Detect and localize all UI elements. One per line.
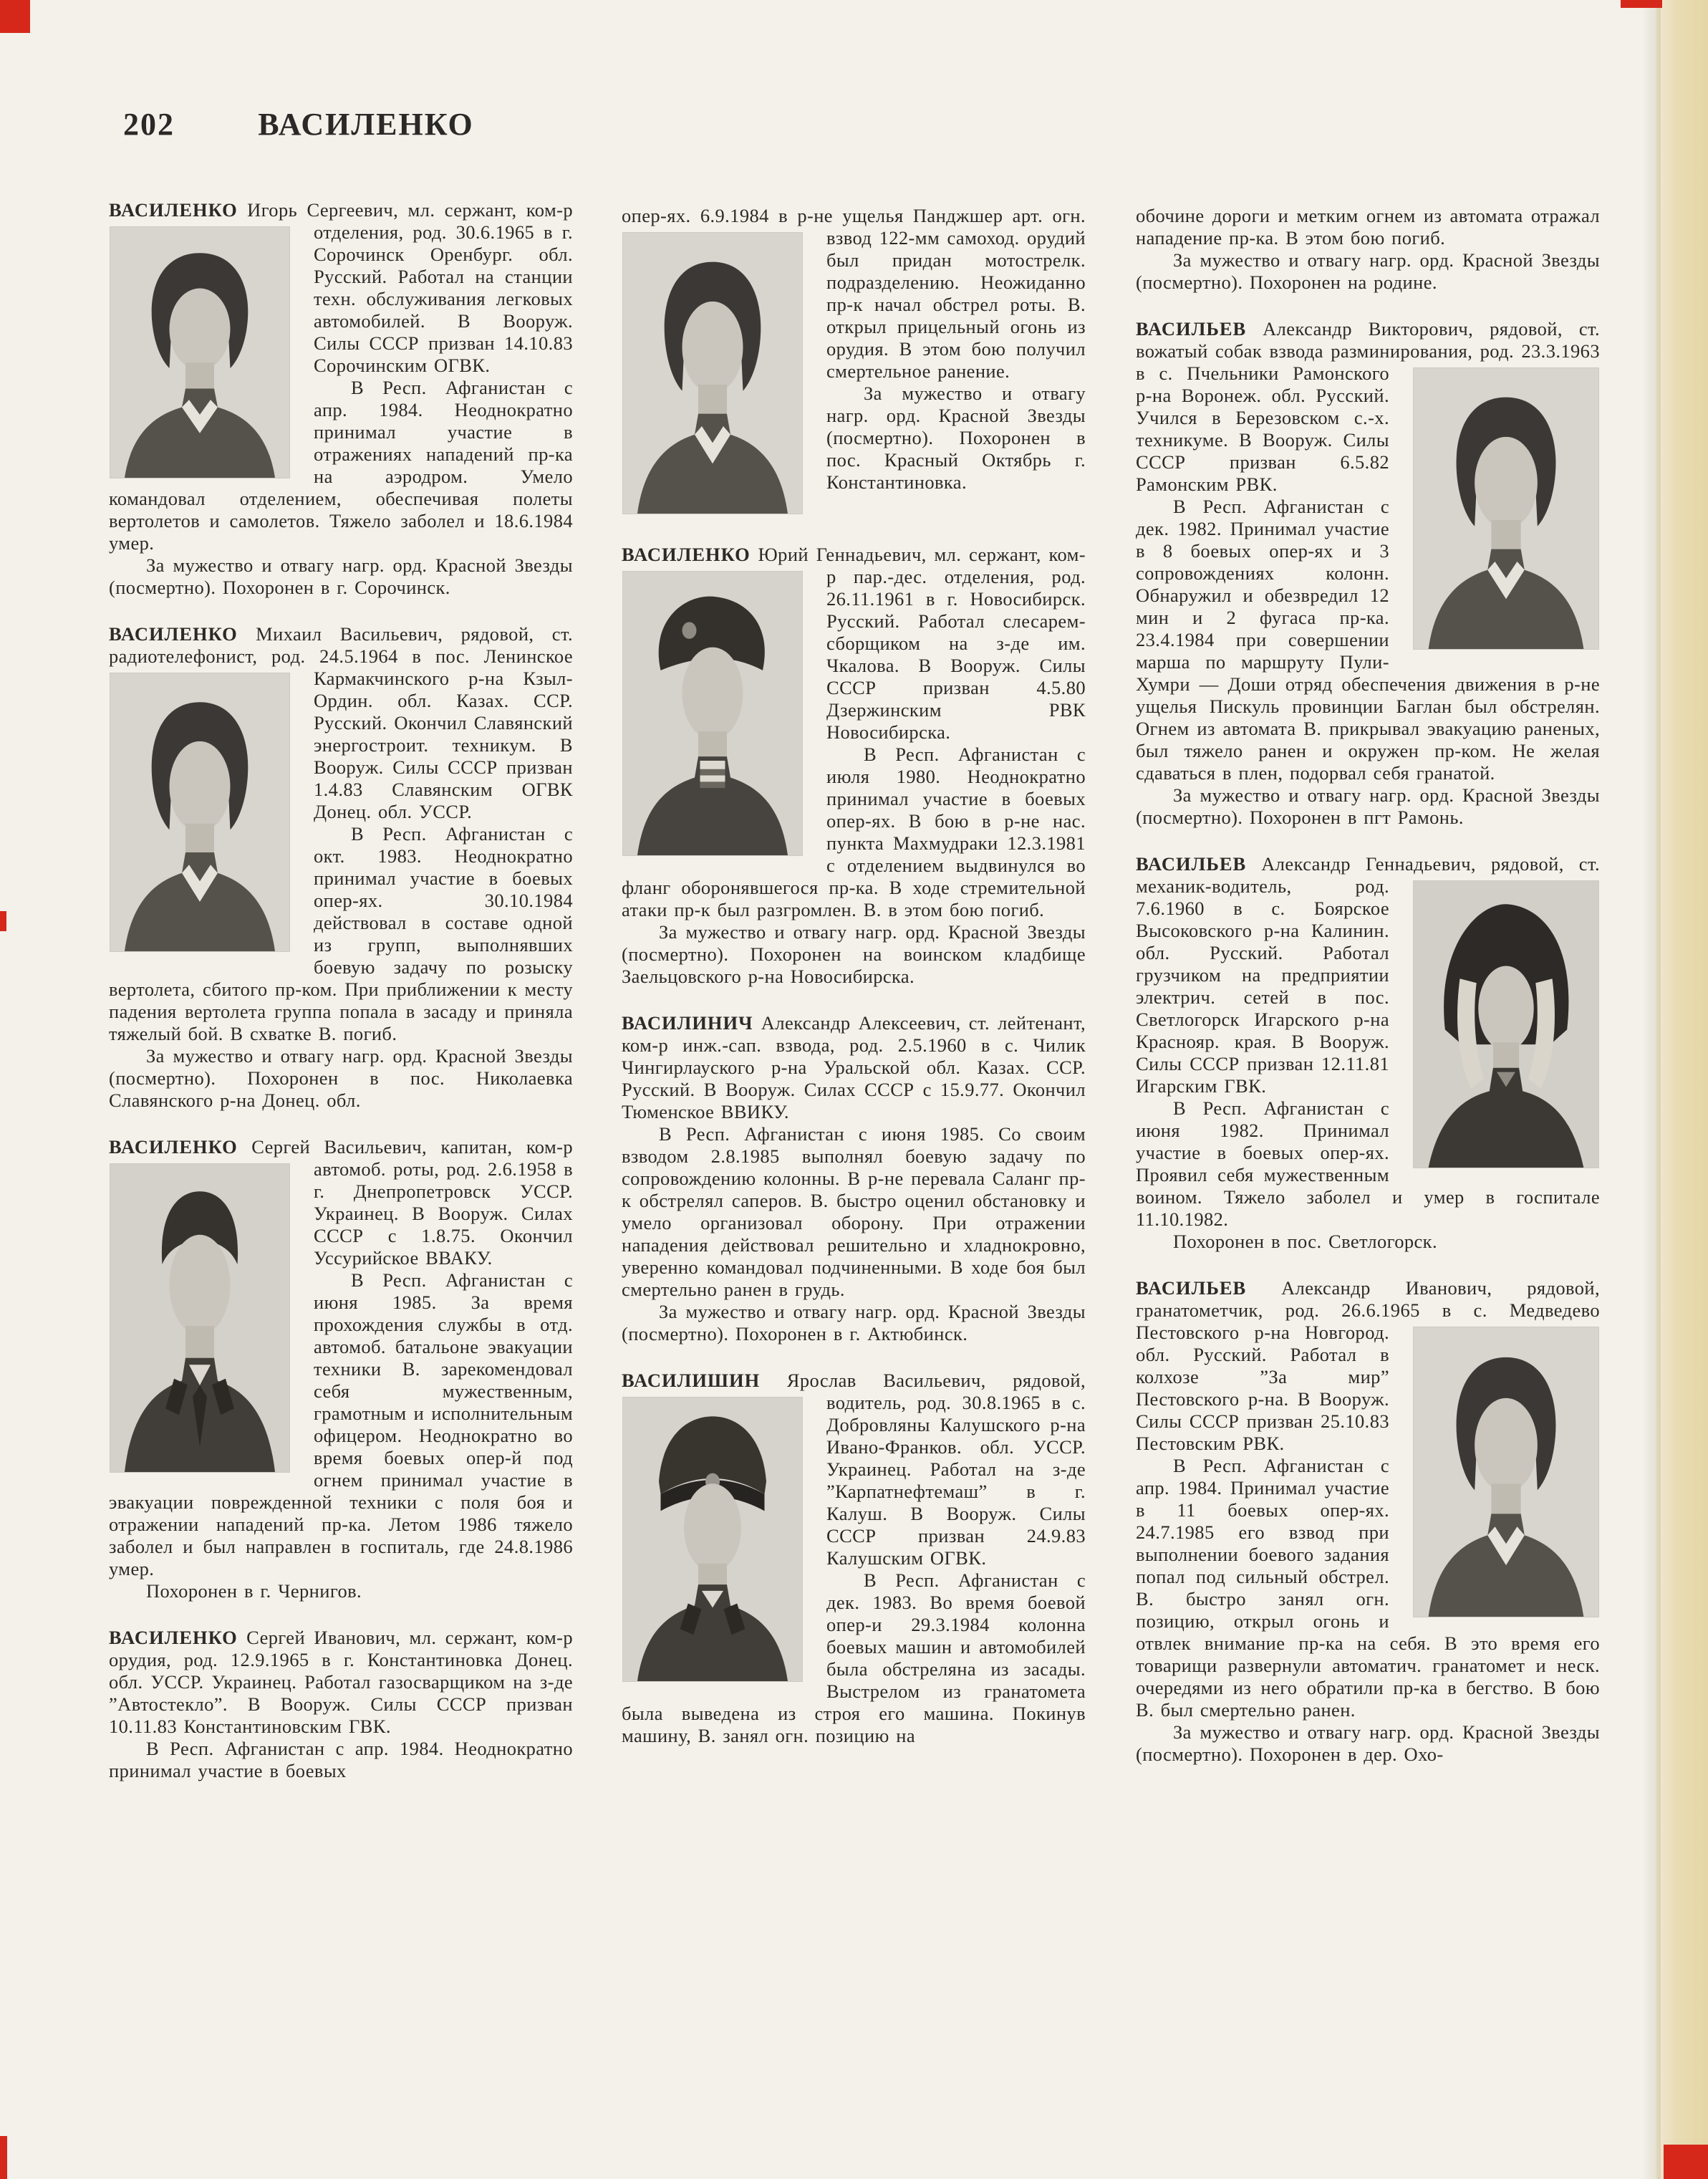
entry-first-paragraph: [109, 1627, 573, 1738]
entry-first-paragraph: [1136, 1277, 1600, 1455]
entry-lead-text: опер-ях. 6.9.1984 в р-не ущелья Панджшер арт. огн. взвод 122-мм самоход.: [622, 205, 1086, 249]
entry-paragraph: За мужество и отвагу нагр. орд. Красной Звезды (посмертно). Похоронен в пос. Красный Октябрь г. Константиновка.: [826, 383, 1086, 493]
entry-surname: ВАСИЛИШИН: [622, 1370, 761, 1391]
entry-paragraph: В Респ. Афганистан с окт. 1983. Неоднократно принимал участие в боевых опер-ях. 30.10.1984 действовал в составе одной из групп, выполнявших боевую задачу по розыску вертолета, сбитого пр-ком. При приближении к месту падения вертолета группа попала в засаду и приняла тяжелый бой. В схватке В. погиб.: [109, 823, 573, 1044]
entry-first-paragraph: [1136, 853, 1600, 1097]
portrait-photo: [623, 572, 802, 855]
entry-vasilishin-yaroslav: [622, 1370, 1086, 1747]
entry-surname: ВАСИЛЬЕВ: [1136, 1277, 1247, 1299]
book-page-edge: [1656, 0, 1708, 2179]
entry-lead-text: Юрий Геннадьевич, мл. сержант, ком-р пар.-дес. отделения, род.: [758, 544, 1086, 587]
entry-paragraph: В Респ. Афганистан с дек. 1982. Принимал участие в 8 боевых опер-ях и 3 сопровождениях колонн. Обнаружил и обезвредил 12 мин и 2 фугаса пр-ка. 23.4.1984 при совершении марша по маршруту Пули-Хумри — Доши отряд обеспечения движения в р-не ущелья Пискуль провинции Баглан был обстрелян. Огнем из автомата В. прикрывал эвакуацию раненых, был тяжело ранен и окружен пр-ком. Не желая сдаваться в плен, подорвал себя гранатой.: [1136, 496, 1600, 784]
entry-vasilenko-mikhail: [109, 623, 573, 1112]
entry-body-text: пос. Ленинское Кармакчинского р-на Кзыл-Ордин. обл. Казах. ССР. Русский. Окончил Славянский энергостроит. техникум. В Вооруж. Силы СССР призван 1.4.83 Славянским ОГВК Донец. обл. УССР.: [314, 645, 574, 822]
portrait-photo: [623, 233, 802, 514]
entry-surname: ВАСИЛЕНКО: [109, 1136, 238, 1158]
entry-paragraph: За мужество и отвагу нагр. орд. Красной Звезды (посмертно). Похоронен в дер. Охо-: [1136, 1721, 1600, 1765]
entry-first-paragraph: обочине дороги и метким огнем из автомата отражал нападение пр-ка. В этом бою погиб.: [1136, 205, 1600, 249]
column-1: [109, 199, 573, 1807]
entry-surname: ВАСИЛЬЕВ: [1136, 318, 1247, 340]
entry-lead-text: Сергей Иванович, мл. сержант, ком-р орудия, род. 12.9.1965 в г. Константиновка Донец. обл. УССР. Украинец. Работал газосварщиком на з-де ”Автостекло”. В Вооруж. Силы СССР призван 10.11.83 Константиновским ГВК.: [109, 1627, 573, 1737]
entry-paragraph: Похоронен в пос. Светлогорск.: [1173, 1231, 1437, 1252]
entry-paragraph: За мужество и отвагу нагр. орд. Красной Звезды (посмертно). Похоронен на родине.: [1136, 249, 1600, 293]
entry-vasilinich-alexander: [622, 1012, 1086, 1345]
entry-lead-text: Александр Викторович, рядовой, ст. вожатый собак взвода разминирования,: [1136, 318, 1600, 362]
red-edge-mark: [0, 911, 6, 931]
entry-surname: ВАСИЛЕНКО: [109, 623, 238, 645]
entry-surname: ВАСИЛЕНКО: [109, 1627, 238, 1648]
red-corner-mark: [1664, 2145, 1708, 2179]
entry-body-text: Сорочинск Оренбург. обл. Русский. Работал на станции техн. обслуживания легковых автомобилей. В Вооруж. Силы СССР призван 14.10.83 Сорочинским ОГВК.: [314, 244, 573, 376]
entry-paragraph: В Респ. Афганистан с дек. 1983. Во время боевой опер-и 29.3.1984 колонна боевых машин и автомобилей была обстреляна из засады. Выстрелом из гранатомета была выведена из строя его машина. Покинув машину, В. занял огн. позицию на: [622, 1569, 1086, 1746]
entry-lead-text: Игорь Сергеевич, мл. сержант, ком-р отделения, род. 30.6.1965 в г.: [247, 199, 573, 243]
entry-lead-text: Ярослав Васильевич, рядовой, водитель, род. 30.8.1965 в с.: [786, 1370, 1086, 1413]
portrait-photo: [110, 673, 289, 951]
entry-surname: ВАСИЛЕНКО: [622, 544, 751, 565]
entry-paragraph: За мужество и отвагу нагр. орд. Красной Звезды (посмертно). Похоронен в г. Сорочинск.: [109, 554, 573, 598]
entry-surname: ВАСИЛИНИЧ: [622, 1012, 753, 1034]
portrait-photo: [623, 1398, 802, 1681]
entry-first-paragraph: [622, 1370, 1086, 1569]
page-number: 202: [123, 107, 175, 142]
entry-vasilyev-alexander-ivanovich: [1136, 1277, 1600, 1766]
entry-paragraph: За мужество и отвагу нагр. орд. Красной Звезды (посмертно). Похоронен в г. Актюбинск.: [622, 1301, 1086, 1345]
column-2: [622, 205, 1086, 1771]
entry-body-text: 7.6.1960 в с. Боярское Высоковского р-на Калинин. обл. Русский. Работал грузчиком на предприятии электрич. сетей в пос. Светлогорск Игарского р-на Краснояр. края. В Вооруж. Силы СССР призван 12.11.81 Игарским ГВК.: [1136, 898, 1389, 1097]
entry-continuation-vasilishin: [1136, 205, 1600, 294]
entry-first-paragraph: [109, 1136, 573, 1269]
entry-body-text: род. 23.3.1963 в с. Пчельники Рамонского р-на Воронеж. обл. Русский. Учился в Березовском с.-х. техникуме. В Вооруж. Силы СССР призван 6.5.82 Рамонским РВК.: [1136, 340, 1600, 495]
entry-paragraph: В Респ. Афганистан с апр. 1984. Неоднократно принимал участие в боевых: [109, 1738, 573, 1781]
entry-paragraph: В Респ. Афганистан с июня 1985. Со своим взводом 2.8.1985 выполнял боевую задачу по сопровождению колонны. В р-не перевала Саланг пр-к обстрелял саперов. В. быстро оценил обстановку и умело организовал оборону. При отражении нападения действовал решительно и хладнокровно, уверенно командовал подчиненными. В ходе боя был смертельно ранен в грудь.: [622, 1123, 1086, 1300]
entry-paragraph: В Респ. Афганистан с апр. 1984. Принимал участие в 11 боевых опер-ях. 24.7.1985 его взвод при выполнении боевого задания попал под сильный обстрел. В. быстро занял огн. позицию, открыл огонь и отвлек внимание пр-ка на себя. В это время его товарищи развернули автоматич. гранатомет и неск. очередями из него обратили пр-ка в бегство. В бою В. был смертельно ранен.: [1136, 1455, 1600, 1721]
portrait-photo: [110, 227, 289, 478]
entry-body-text: орудий был придан мотострелк. подразделению. Неожиданно пр-к начал обстрел роты. В. открыл прицельный огонь из орудия. В этом бою получил смертельное ранение.: [826, 227, 1086, 382]
entry-paragraph: В Респ. Афганистан с июня 1985. За время прохождения службы в отд. автомоб. батальоне эвакуации техники В. зарекомендовал себя мужественным, грамотным и исполнительным офицером. Неоднократно во время боевых опер-й под огнем принимал участие в эвакуации поврежденной техники с поля боя и отражении нападений пр-ка. Летом 1986 тяжело заболел и был направлен в госпиталь, где 24.8.1986 умер.: [109, 1269, 573, 1579]
entry-paragraph: Похоронен в г. Чернигов.: [146, 1580, 362, 1602]
entry-lead-text: Михаил Васильевич, рядовой, ст. радиотелефонист, род. 24.5.1964 в: [109, 623, 573, 667]
entry-first-paragraph: [109, 199, 573, 377]
entry-body-text: г. Днепропетровск УССР. Украинец. В Вооруж. Силах СССР с 1.8.75. Окончил Уссурийское ВВАКУ.: [314, 1180, 573, 1269]
entry-paragraph: За мужество и отвагу нагр. орд. Красной Звезды (посмертно). Похоронен в пос. Николаевка Славянского р-на Донец. обл.: [109, 1045, 573, 1111]
portrait-photo: [1414, 1327, 1598, 1617]
entry-vasilenko-sergey-vasilyevich: [109, 1136, 573, 1602]
portrait-photo: [1414, 368, 1598, 649]
column-3: [1136, 205, 1600, 1790]
page-edge-shadow: [1642, 0, 1661, 2179]
entry-first-paragraph: [109, 623, 573, 823]
entry-vasilenko-sergey-ivanovich: [109, 1627, 573, 1782]
red-corner-mark: [0, 0, 30, 33]
entry-vasilyev-alexander-viktorovich: [1136, 318, 1600, 829]
entry-continuation-sergey-ivanovich: [622, 205, 1086, 519]
entry-paragraph: В Респ. Афганистан с апр. 1984. Неоднократно принимал участие в отражениях нападений пр-ка на аэродром. Умело командовал отделением, обеспечивая полеты вертолетов и самолетов. Тяжело заболел и 18.6.1984 умер.: [109, 377, 573, 554]
running-title: ВАСИЛЕНКО: [258, 107, 474, 142]
entry-body-text: 26.11.1961 в г. Новосибирск. Русский. Работал слесарем-сборщиком на з-де им. Чкалова. В Вооруж. Силы СССР призван 4.5.80 Дзержинским РВК Новосибирска.: [826, 588, 1086, 743]
entry-lead-text: Александр Алексеевич, ст. лейтенант, ком-р инж.-сап. взвода, род. 2.5.1960 в с. Чилик Чингирлауского р-на Уральской обл. Казах. ССР. Русский. В Вооруж. Силах СССР с 15.9.77. Окончил Тюменское ВВИКУ.: [622, 1012, 1086, 1122]
entry-body-text: Медведево Пестовского р-на Новгород. обл. Русский. Работал в колхозе ”За мир” Пестовского р-на. В Вооруж. Силы СССР призван 25.10.83 Пестовским РВК.: [1136, 1299, 1600, 1454]
entry-paragraph: За мужество и отвагу нагр. орд. Красной Звезды (посмертно). Похоронен в пгт Рамонь.: [1136, 784, 1600, 828]
portrait-photo: [1414, 881, 1598, 1168]
entry-body-text: Добровляны Калушского р-на Ивано-Франков. обл. УССР. Украинец. Работал на з-де ”Карпатнефтемаш” в г. Калуш. В Вооруж. Силы СССР призван 24.9.83 Калушским ОГВК.: [826, 1414, 1086, 1569]
entry-vasilyev-alexander-gennadyevich: [1136, 853, 1600, 1253]
running-head: [109, 106, 573, 142]
entry-lead-text: Александр Геннадьевич, рядовой, ст. механик-водитель, род.: [1136, 853, 1600, 897]
red-corner-mark: [0, 2136, 7, 2179]
entry-lead-text: Сергей Васильевич, капитан, ком-р автомоб. роты, род. 2.6.1958 в: [251, 1136, 573, 1180]
entry-paragraph: За мужество и отвагу нагр. орд. Красной Звезды (посмертно). Похоронен на воинском кладбище Заельцовского р-на Новосибирска.: [622, 921, 1086, 987]
entry-first-paragraph: [1136, 318, 1600, 496]
entry-paragraph: В Респ. Афганистан с июля 1980. Неоднократно принимал участие в боевых опер-ях. В бою в р-не нас. пункта Махмудраки 12.3.1981 с отделением выдвинулся во фланг оборонявшегося пр-ка. В ходе стремительной атаки пр-к был разгромлен. В. в этом бою погиб.: [622, 744, 1086, 920]
red-corner-mark: [1621, 0, 1662, 8]
entry-first-paragraph: [622, 1012, 1086, 1123]
entry-first-paragraph: [622, 544, 1086, 744]
entry-surname: ВАСИЛЕНКО: [109, 199, 238, 221]
entry-first-paragraph: [622, 205, 1086, 383]
entry-vasilenko-yuri: [622, 544, 1086, 988]
entry-lead-text: Александр Иванович, рядовой, гранатометчик, род. 26.6.1965 в с.: [1136, 1277, 1600, 1321]
entry-surname: ВАСИЛЬЕВ: [1136, 853, 1247, 875]
entry-vasilenko-igor: [109, 199, 573, 599]
portrait-photo: [110, 1164, 289, 1472]
entry-paragraph: В Респ. Афганистан с июня 1982. Принимал участие в боевых опер-ях. Проявил себя мужественным воином. Тяжело заболел и умер в госпитале 11.10.1982.: [1136, 1097, 1600, 1230]
